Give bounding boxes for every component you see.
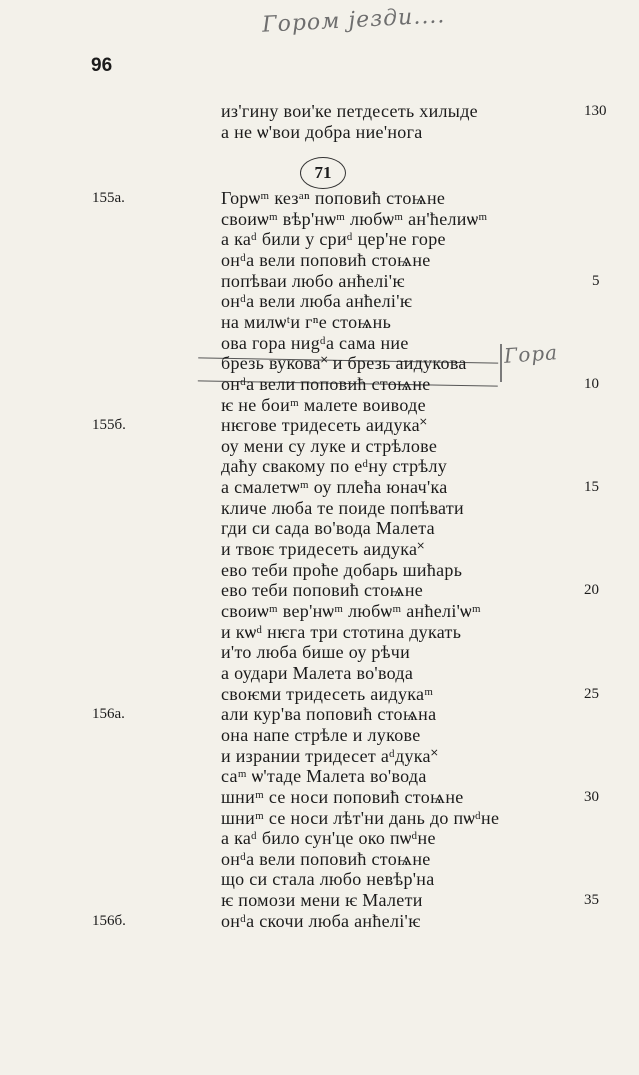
handwritten-bracket: [500, 344, 502, 382]
verse-line: онᵈа вели поповиħ стоѩне: [221, 373, 431, 394]
verse-line: и твоѥ тридесеть аидука˟: [221, 539, 425, 560]
verse-line: онᵈа скочи люба анħелі'ѥ: [221, 910, 421, 931]
verse-line: на милѡᵗи гⁿе стоѩнь: [221, 311, 392, 332]
verse-line: ево теби проħе добарь шиħарь: [221, 559, 463, 580]
folio-marker: 156б.: [92, 912, 126, 929]
verse-line: даħу свакому по еᵈну стрѣлу: [221, 456, 448, 477]
folio-marker: 155б.: [92, 417, 126, 434]
folio-marker: 155а.: [92, 190, 125, 206]
verse-line: а каᵈ били у сриᵈ цер'не горе: [221, 229, 446, 250]
verse-line: а каᵈ било сун'це око пѡᵈне: [221, 828, 436, 849]
folio-marker: 156а.: [92, 706, 125, 723]
line-number: 20: [584, 582, 599, 599]
verse-line: Горѡᵐ кезᵃⁿ поповиħ стоѩне: [221, 188, 446, 208]
verse-line: а не ѡ'вои добра ние'нога: [221, 121, 423, 142]
verse-line: онᵈа вели поповиħ стоѩне: [221, 848, 431, 869]
verse-line: попѣваи любо анħелі'ѥ: [221, 270, 405, 291]
verse-line: шниᵐ се носи поповиħ стоѩне: [221, 786, 464, 807]
verse-line: брезь вукова˟ и брезь аидукова: [221, 353, 467, 374]
verse-line: гди си сада во'вода Малета: [221, 518, 435, 539]
verse-line: шниᵐ се носи лѣт'ни дань до пѡᵈне: [221, 807, 500, 828]
verse-line: она напе стрѣле и лукове: [221, 724, 421, 745]
line-number: 35: [584, 892, 599, 909]
line-number: 15: [584, 479, 599, 496]
verse-line: кличе люба те поиде попѣвати: [221, 497, 464, 518]
verse-line: своѥми тридесеть аидукаᵐ: [221, 683, 434, 704]
verse-line: ево теби поповиħ стоѩне: [221, 580, 424, 601]
verse-line: из'гину вои'ке петдесеть хилыде: [221, 101, 478, 121]
verse-line: ова гора ниgᵈа сама ние: [221, 332, 409, 353]
verse-line: ѥ помози мени ѥ Малети: [221, 890, 423, 911]
verse-line: и'то люба бише оу рѣчи: [221, 642, 411, 663]
handwritten-note-side: Гора: [503, 340, 559, 368]
verse-line: онᵈа вели поповиħ стоѩне: [221, 249, 431, 270]
verse-line: своиѡᵐ вѣр'нѡᵐ любѡᵐ ан'ћелиѡᵐ: [221, 208, 488, 229]
line-number: 30: [584, 788, 599, 805]
verse-line: своиѡᵐ вер'нѡᵐ любѡᵐ анħелі'ѡᵐ: [221, 601, 481, 621]
verse-line: и кѡᵈ нѥга три стотина дукать: [221, 621, 462, 642]
verse-line: и изрании тридесет аᵈдука˟: [221, 745, 439, 766]
song-number-circle: 71: [300, 157, 346, 189]
verse-line: онᵈа вели люба анħелі'ѥ: [221, 291, 413, 312]
line-number: 10: [584, 375, 599, 392]
line-number: 130: [584, 103, 607, 119]
handwritten-note-top: Гором језди....: [261, 3, 446, 38]
line-number: 25: [584, 685, 599, 702]
verse-line: оу мени су луке и стрѣлове: [221, 435, 438, 456]
verse-line: ѥ не боиᵐ малете воиводе: [221, 394, 426, 415]
verse-line: саᵐ ѡ'таде Малета во'вода: [221, 766, 427, 787]
verse-line: що си стала любо невѣр'на: [221, 869, 435, 890]
verse-line: а смалетѡᵐ оу плеħа юнач'ка: [221, 477, 448, 498]
verse-line: али кур'ва поповиħ стоѩна: [221, 704, 437, 725]
verse-line: нѥгове тридесеть аидука˟: [221, 415, 428, 436]
verse-line: а оудари Малета во'вода: [221, 662, 414, 683]
line-number: 5: [592, 272, 600, 289]
page-number: 96: [91, 55, 113, 76]
